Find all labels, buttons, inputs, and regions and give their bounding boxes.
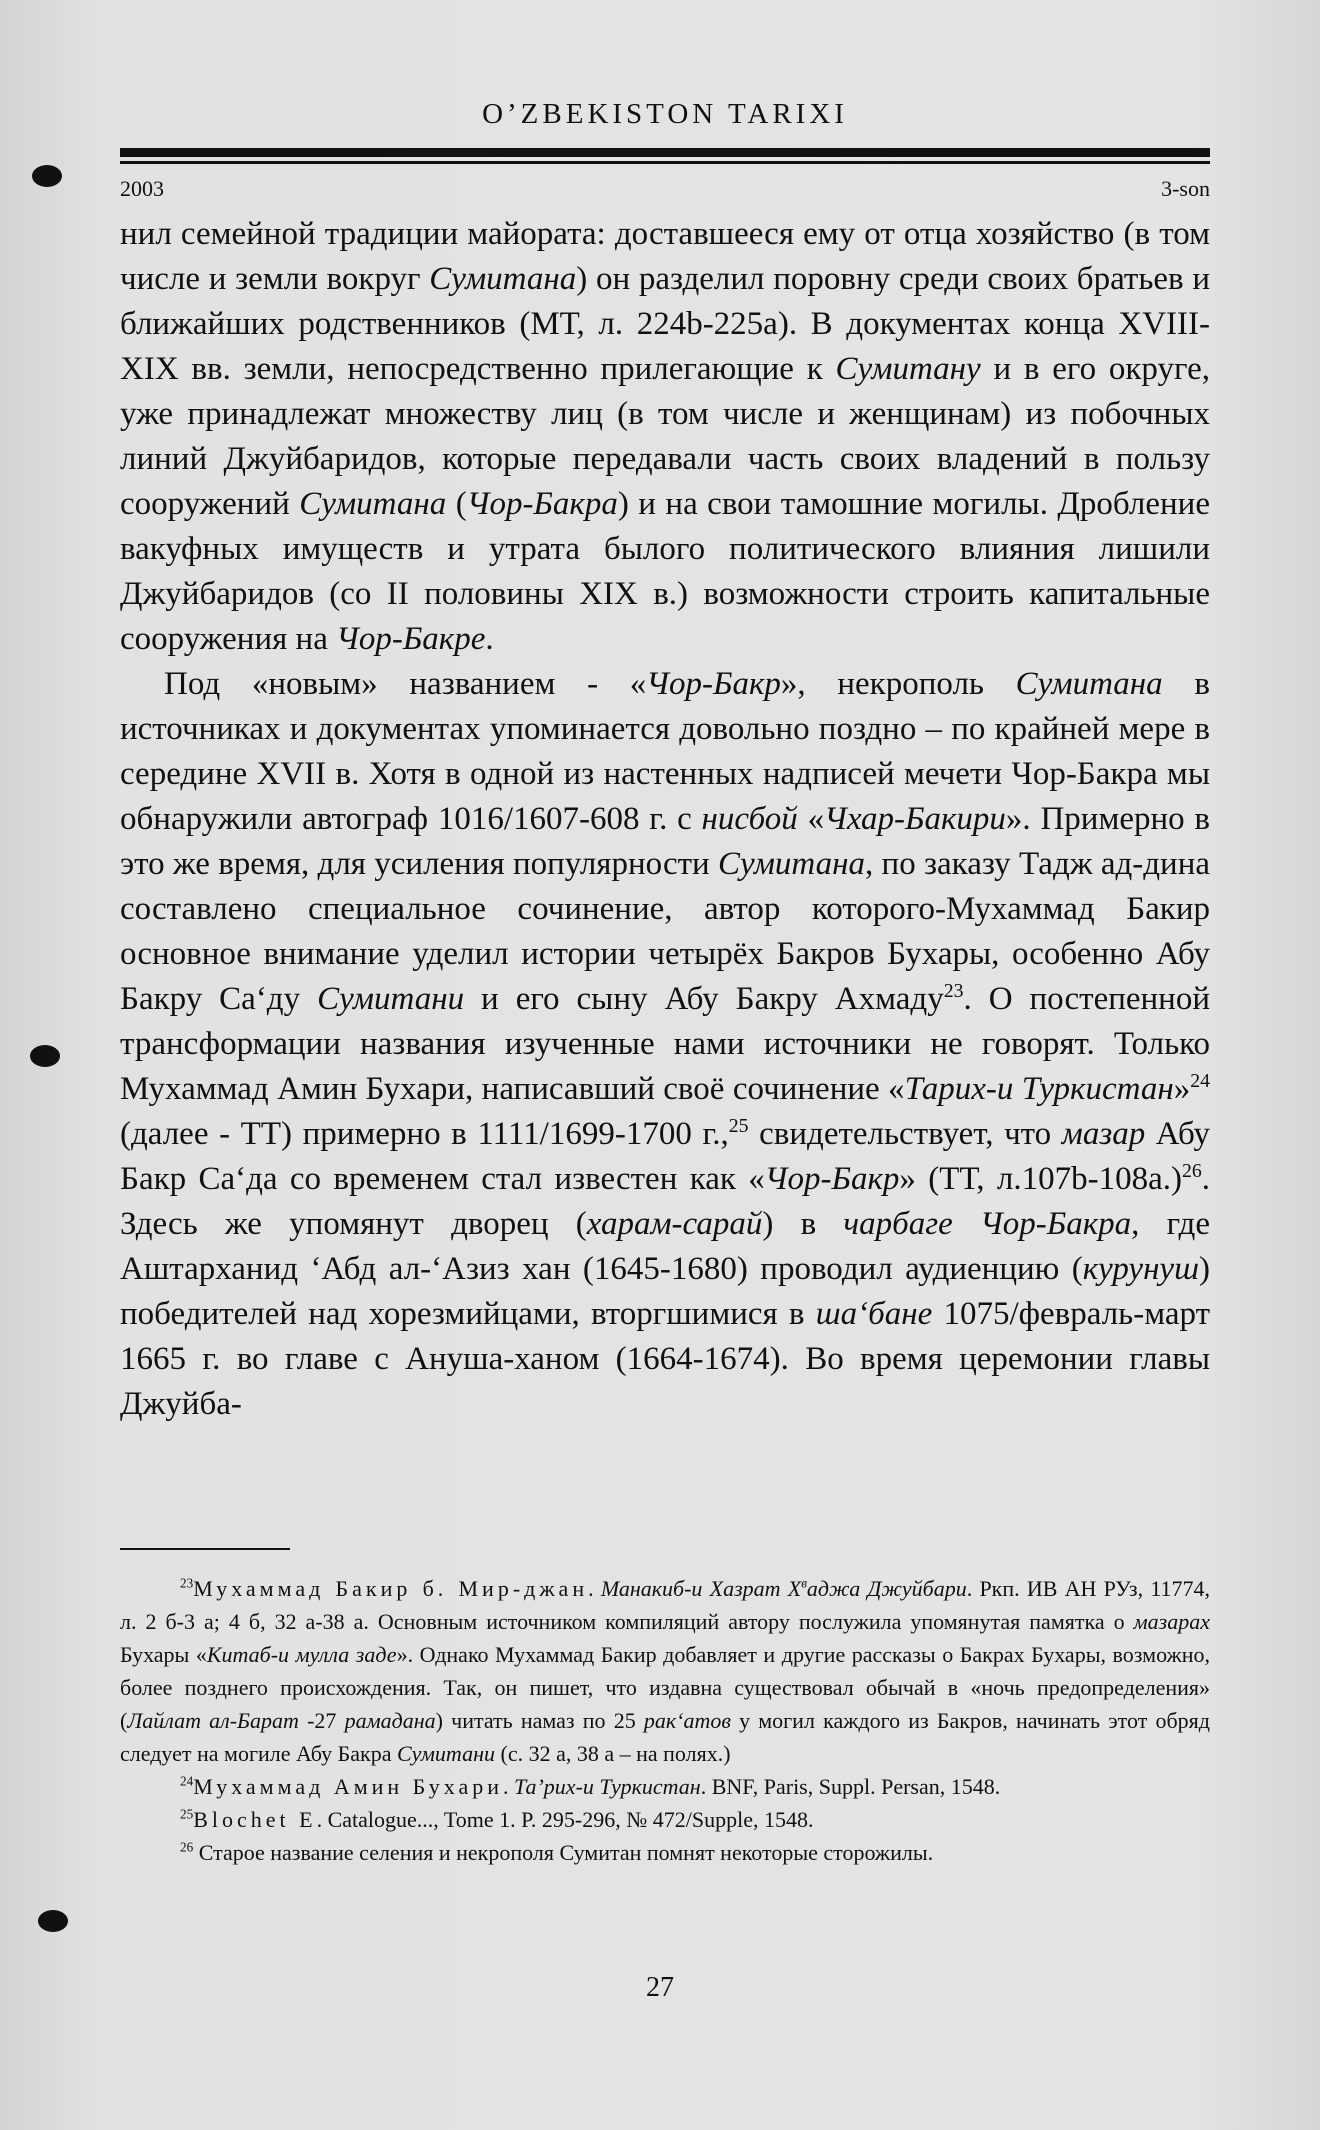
- header-rule-thin: [120, 161, 1210, 164]
- footnote-ref: 24: [1190, 1070, 1211, 1092]
- binder-hole: [38, 1910, 68, 1932]
- article-body: [120, 212, 1210, 1427]
- footnote-author: Мухаммад Бакир б. Мир-джан: [193, 1576, 589, 1601]
- page-number: 27: [646, 1972, 674, 2003]
- footnote-24: $^{24}$Мухаммад Амин Бухари. Та’рих-и Туркистан. BNF, Paris, Suppl. Persan, 1548.: [180, 1773, 1001, 1799]
- binder-hole: [30, 1045, 60, 1067]
- issue-number: 3-son: [1161, 176, 1210, 201]
- year: 2003: [120, 176, 164, 201]
- footnote-ref: 23: [943, 980, 964, 1002]
- footnote-26: $^{26}$ Старое название селения и некрополя Сумитан помнят некоторые сторожилы.: [180, 1839, 934, 1865]
- footnote-author: Мухаммад Амин Бухари: [193, 1774, 504, 1799]
- footnote-ref: 26: [1181, 1160, 1202, 1182]
- footnote-separator: [120, 1548, 290, 1550]
- footnotes: [120, 1572, 1210, 1869]
- binder-hole: [32, 165, 62, 187]
- footnote-author: Blochet E: [193, 1807, 317, 1832]
- header-rule-thick: [120, 148, 1210, 157]
- footnote-25: $^{25}$Blochet E. Catalogue..., Tome 1. P. 295-296, № 472/Supple, 1548.: [180, 1806, 814, 1832]
- journal-title: O’ZBEKISTON TARIXI: [482, 98, 848, 130]
- footnote-23: $^{23}$Мухаммад Бакир б. Мир-джан. Манакиб-и Хазрат $Х^ваджа$ Джуйбари. Ркп. ИВ АН РУз, 11774, л. 2 б-3 а; 4 б, 32 а-38 а. Основным источником компиляций автору послужила упомянутая памятка о мазарах Бухары «Китаб-и мулла заде». Однако Мухаммад Бакир добавляет и другие рассказы о Бакрах Бухары, возможно, более позднего происхождения. Так, он пишет, что издавна существовал обычай в «ночь предопределения» (Лайлат ал-Барат -27 рамадана) читать намаз по 25 рак‘атов у могил каждого из Бакров, начинать этот обряд следует на могиле Абу Бакра Сумитани (с. 32 а, 38 а – на полях.): [120, 1575, 1211, 1766]
- footnote-ref: 25: [728, 1115, 749, 1137]
- paragraph-2: Под «новым» названием - «Чор-Бакр», некрополь Сумитана в источниках и документах упоминается довольно поздно – по крайней мере в середине XVII в. Хотя в одной из настенных надписей мечети Чор-Бакра мы обнаружили автограф 1016/1607-608 г. с нисбой «Чхар-Бакири». Примерно в это же время, для усиления популярности Сумитана, по заказу Тадж ад-дина составлено специальное сочинение, автор которого-Мухаммад Бакир основное внимание уделил истории четырёх Бакров Бухары, особенно Абу Бакру Са‘ду Сумитани и его сыну Абу Бакру Ахмаду$^{23}$. О постепенной трансформации названия изученные нами источники не говорят. Только Мухаммад Амин Бухари, написавший своё сочинение «Тарих-и Туркистан»$^{24}$ (далее - ТТ) примерно в 1111/1699-1700 г.,$^{25}$ свидетельствует, что мазар Абу Бакр Са‘да со временем стал известен как «Чор-Бакр» (ТТ, л.107b-108a.)$^{26}$. Здесь же упомянут дворец (харам-сарай) в чарбаге Чор-Бакра, где Аштарханид ‘Абд ал-‘Азиз хан (1645-1680) проводил аудиенцию (курунуш) победителей над хорезмийцами, вторгшимися в ша‘бане 1075/февраль-март 1665 г. во главе с Ануша-ханом (1664-1674). Во время церемонии главы Джуйба-: [120, 666, 1211, 1422]
- paragraph-1: нил семейной традиции майората: доставшееся ему от отца хозяйство (в том числе и земли вокруг Сумитана) он разделил поровну среди своих братьев и ближайших родственников (МТ, л. 224b-225a). В документах конца XVIII-XIX вв. земли, непосредственно прилегающие к Сумитану и в его округе, уже принадлежат множеству лиц (в том числе и женщинам) из побочных линий Джуйбаридов, которые передавали часть своих владений в пользу сооружений Сумитана (Чор-Бакра) и на свои тамошние могилы. Дробление вакуфных имуществ и утрата былого политического влияния лишили Джуйбаридов (со II половины XIX в.) возможности строить капитальные сооружения на Чор-Бакре.: [120, 216, 1210, 657]
